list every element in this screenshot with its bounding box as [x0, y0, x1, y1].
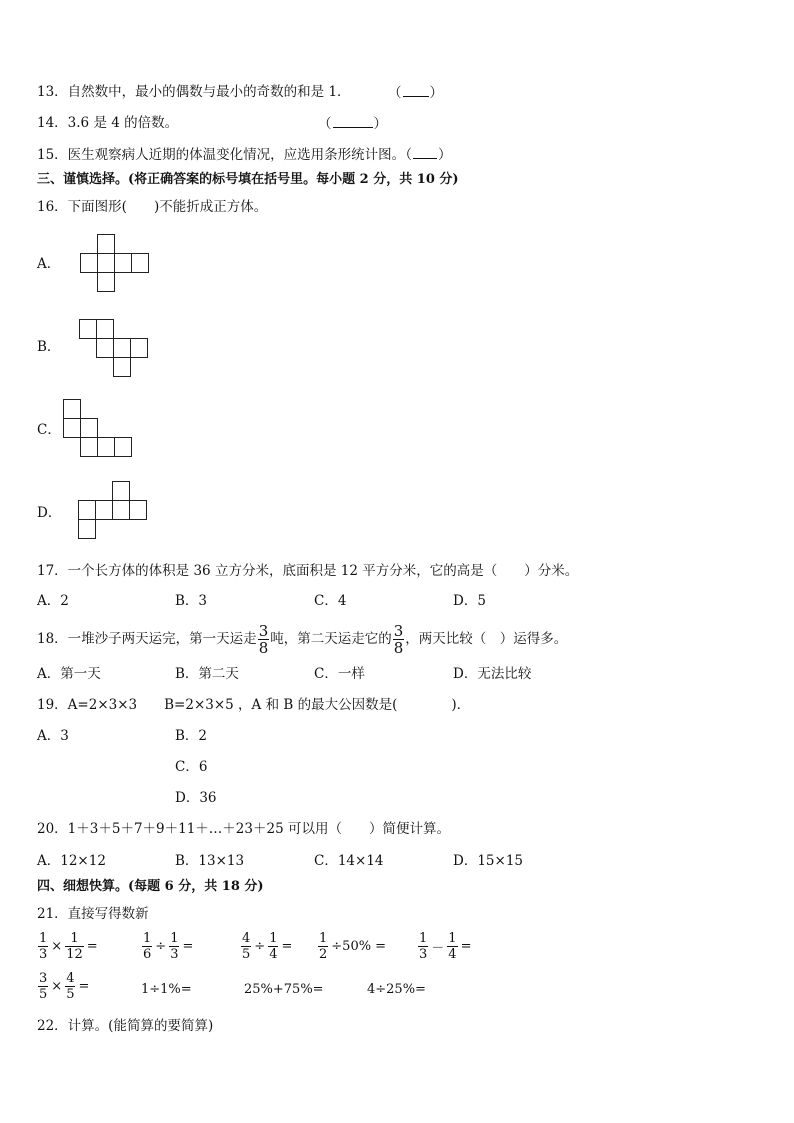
calc-item[interactable]: 4÷25%=: [367, 982, 426, 997]
q17-option-b[interactable]: B．3: [175, 593, 208, 609]
q19-option-a[interactable]: A．3: [37, 728, 69, 744]
question-22-text: 22．计算。(能简算的要简算): [37, 1018, 214, 1034]
q20-option-c[interactable]: C．14×14: [314, 853, 384, 869]
calc-item[interactable]: $\frac{3}{5}$ × $\frac{4}{5}$ =: [39, 971, 90, 1002]
q20-option-b[interactable]: B．13×13: [175, 853, 245, 869]
fraction-three-eighths: $\frac{3}{8}$: [258, 621, 269, 657]
q19-option-b[interactable]: B．2: [175, 728, 208, 744]
calc-item[interactable]: $\frac{1}{2}$ ÷50% =: [319, 931, 386, 962]
q20-option-d[interactable]: D．15×15: [453, 853, 523, 869]
question-19-text: 19．A=2×3×3 B=2×3×5 ，A 和 B 的最大公因数是( )．: [37, 697, 471, 713]
q18-option-b[interactable]: B．第二天: [175, 666, 239, 682]
question-15-text: 15．医生观察病人近期的体温变化情况，应选用条形统计图。: [37, 147, 406, 163]
fraction-three-eighths: $\frac{3}{8}$: [393, 621, 404, 657]
q17-option-a[interactable]: A．2: [37, 593, 69, 609]
option-b-label[interactable]: B．: [37, 339, 61, 355]
question-14-answer-blank[interactable]: （ ）: [318, 113, 387, 134]
cube-net-d: [78, 481, 153, 541]
option-d-label[interactable]: D．: [37, 505, 62, 521]
question-13-answer-blank[interactable]: （ ）: [388, 82, 443, 103]
q19-option-d[interactable]: D．36: [175, 790, 217, 806]
question-18: 18．一堆沙子两天运完，第一天运走 $\frac{3}{8}$ 吨，第二天运走它的 $\frac{3}{8}$ ，两天比较（ ）运得多。: [37, 621, 568, 657]
section-3-heading: 三、谨慎选择。(将正确答案的标号填在括号里。每小题 2 分，共 10 分): [37, 172, 459, 187]
section-4-heading: 四、细想快算。(每题 6 分，共 18 分): [37, 879, 264, 894]
question-16-text: 16．下面图形( )不能折成正方体。: [37, 199, 268, 215]
cube-net-b: [79, 319, 154, 379]
option-c-label[interactable]: C．: [37, 422, 61, 438]
question-14: [37, 113, 178, 133]
calc-item[interactable]: $\frac{1}{6}$ ÷ $\frac{1}{3}$ =: [143, 931, 194, 962]
calc-item[interactable]: $\frac{4}{5}$ ÷ $\frac{1}{4}$ =: [242, 931, 293, 962]
question-21-text: 21．直接写得数新: [37, 906, 149, 922]
question-15-answer-blank[interactable]: （ ）: [405, 147, 451, 163]
calc-item[interactable]: $\frac{1}{3}$ × $\frac{1}{12}$ =: [39, 931, 98, 962]
calc-item[interactable]: 25%+75%=: [244, 982, 324, 997]
q17-option-d[interactable]: D．5: [453, 593, 486, 609]
q17-option-c[interactable]: C．4: [314, 593, 347, 609]
option-a-label[interactable]: A．: [37, 256, 61, 272]
q18-option-c[interactable]: C．一样: [314, 666, 365, 682]
question-20-text: 20．1＋3＋5＋7＋9＋11＋…＋23＋25 可以用（ ）简便计算。: [37, 821, 450, 837]
question-15: [37, 144, 451, 165]
question-17-text: 17．一个长方体的体积是 36 立方分米，底面积是 12 平方分米，它的高是（ ）分米。: [37, 563, 579, 579]
q18-option-a[interactable]: A．第一天: [37, 666, 101, 682]
q19-option-c[interactable]: C．6: [175, 759, 208, 775]
calc-item[interactable]: 1÷1%=: [141, 982, 192, 997]
question-14-text: 14．3.6 是 4 的倍数。: [37, 115, 179, 131]
cube-net-a: [80, 234, 152, 294]
q18-option-d[interactable]: D．无法比较: [453, 666, 532, 682]
cube-net-c: [63, 399, 138, 459]
question-13-text: 13．自然数中，最小的偶数与最小的奇数的和是 1．: [37, 84, 351, 100]
q20-option-a[interactable]: A．12×12: [37, 853, 106, 869]
question-13: [37, 82, 351, 102]
calc-item[interactable]: $\frac{1}{3}$ － $\frac{1}{4}$ =: [419, 931, 472, 962]
